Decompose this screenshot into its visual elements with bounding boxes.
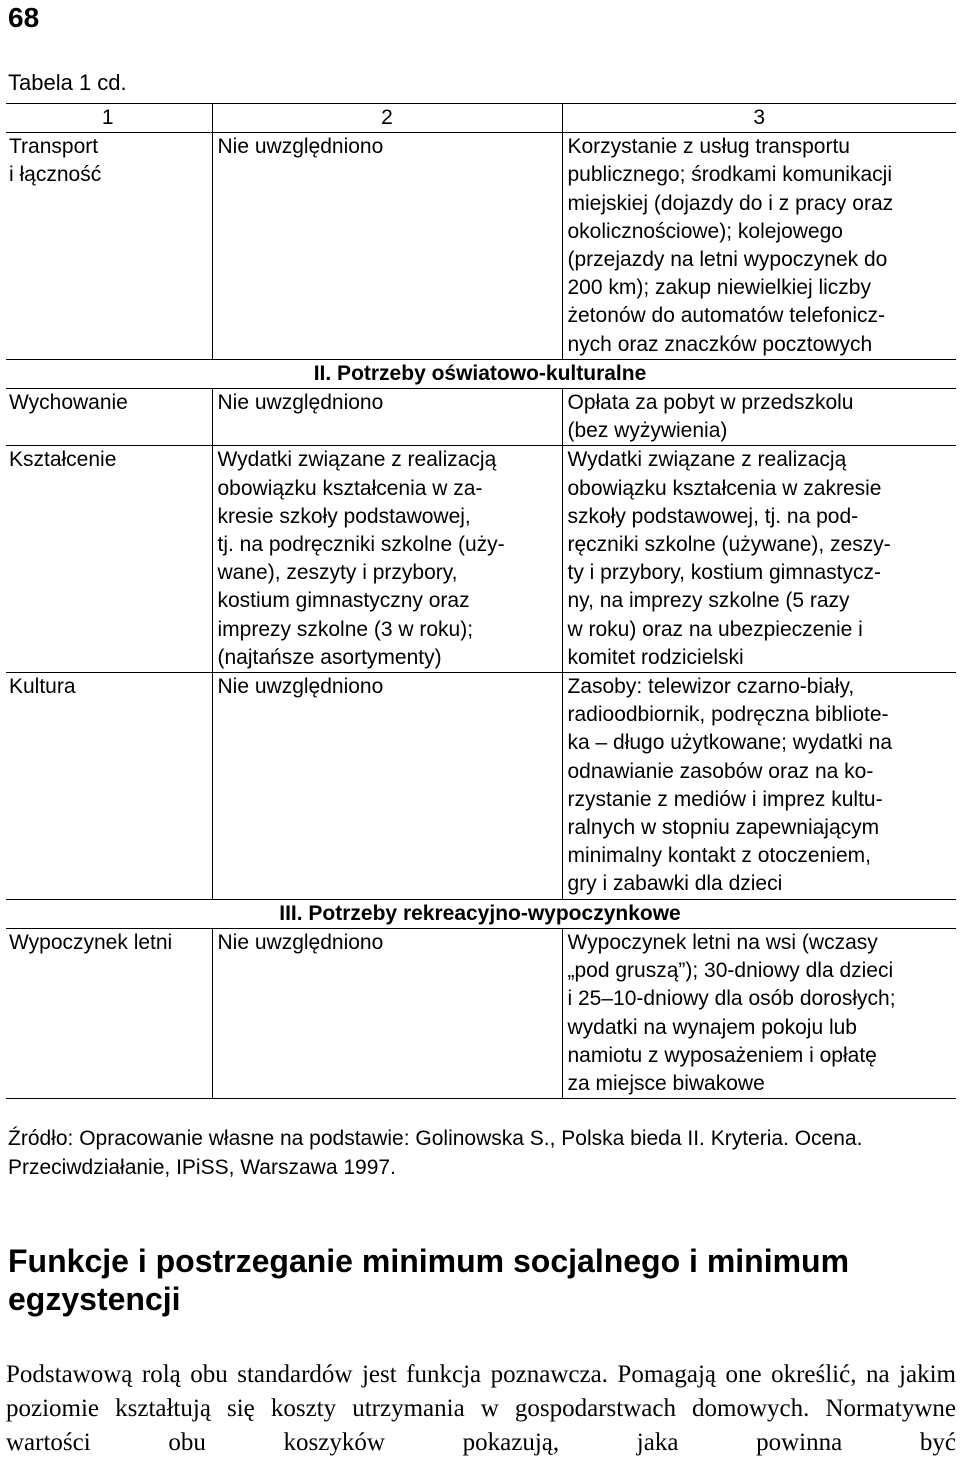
section-row-3 (6, 899, 956, 928)
row-minimum-existence: Wydatki związane z realizacją obowiązku kształcenia w za- kresie szkoły podstawowej, tj. na podręczniki szkolne (uży- wane), zeszyty i przybory, kostium gimnastyczny oraz imprezy szkolne (3 w roku); (najtańsze asortymenty) (212, 446, 562, 673)
row-category: Transport i łączność (9, 135, 102, 187)
section-title: III. Potrzeby rekreacyjno-wypoczynkowe (279, 901, 681, 925)
row-minimum-existence: Nie uwzględniono (212, 389, 562, 446)
table-row-wychowanie (6, 389, 956, 446)
table-caption: Tabela 1 cd. (8, 70, 127, 95)
page-number: 68 (8, 2, 40, 33)
body-paragraph: Podstawową rolą obu standardów jest funkcja poznawcza. Pomagają one określić, na jakim poziomie kształtują się koszty utrzymania w gospodarstwach domowych. Normatywne wartości obu koszyków pokazują, jaka powinna być (6, 1361, 956, 1456)
row-social-minimum: Korzystanie z usług transportu publicznego; środkami komunikacji miejskiej (dojazdy do i z pracy oraz okolicznościowe); kolejowego (przejazdy na letni wypoczynek do 200 km); zakup niewielkiej liczby żetonów do automatów telefonicz- nych oraz znaczków pocztowych (562, 133, 956, 360)
column-header-3: 3 (562, 104, 956, 133)
section-title: II. Potrzeby oświatowo-kulturalne (313, 361, 647, 385)
row-category: Wypoczynek letni (9, 930, 173, 954)
row-social-minimum: Wypoczynek letni na wsi (wczasy „pod gruszą”); 30-dniowy dla dzieci i 25–10-dniowy dla osób dorosłych; wydatki na wynajem pokoju lub namiotu z wyposażeniem i opłatę za miejsce biwakowe (562, 928, 956, 1098)
table-row-ksztalcenie (6, 446, 956, 673)
column-header-1: 1 (101, 106, 114, 129)
table-header-row (6, 104, 956, 133)
row-social-minimum: Wydatki związane z realizacją obowiązku kształcenia w zakresie szkoły podstawowej, tj. na pod- ręczniki szkolne (używane), zeszy- ty i przybory, kostium gimnastycz- ny, na imprezy szkolne (5 razy w roku) oraz na ubezpieczenie i komitet rodzicielski (562, 446, 956, 673)
row-social-minimum: Zasoby: telewizor czarno-biały, radioodbiornik, podręczna bibliote- ka – długo użytkowane; wydatki na odnawianie zasobów oraz na ko- rzystanie z mediów i imprez kultu- ralnych w stopniu zapewniającym minimalny kontakt z otoczeniem, gry i zabawki dla dzieci (562, 673, 956, 900)
row-social-minimum: Opłata za pobyt w przedszkolu (bez wyżywienia) (562, 389, 956, 446)
section-heading: Funkcje i postrzeganie minimum socjalnego i minimum egzystencji (8, 1243, 850, 1317)
column-header-2: 2 (212, 104, 562, 133)
section-row-2 (6, 359, 956, 388)
source-note: Źródło: Opracowanie własne na podstawie: Golinowska S., Polska bieda II. Kryteria. Ocena. Przeciwdziałanie, IPiSS, Warszawa 1997. (8, 1127, 863, 1179)
row-category: Kultura (9, 675, 76, 699)
row-category: Wychowanie (9, 391, 128, 415)
table-row-transport (6, 133, 956, 360)
table-row-wypoczynek (6, 928, 956, 1098)
row-minimum-existence: Nie uwzględniono (212, 133, 562, 360)
expenditure-table (6, 103, 956, 1099)
row-minimum-existence: Nie uwzględniono (212, 928, 562, 1098)
row-minimum-existence: Nie uwzględniono (212, 673, 562, 900)
row-category: Kształcenie (9, 448, 117, 472)
table-row-kultura (6, 673, 956, 900)
